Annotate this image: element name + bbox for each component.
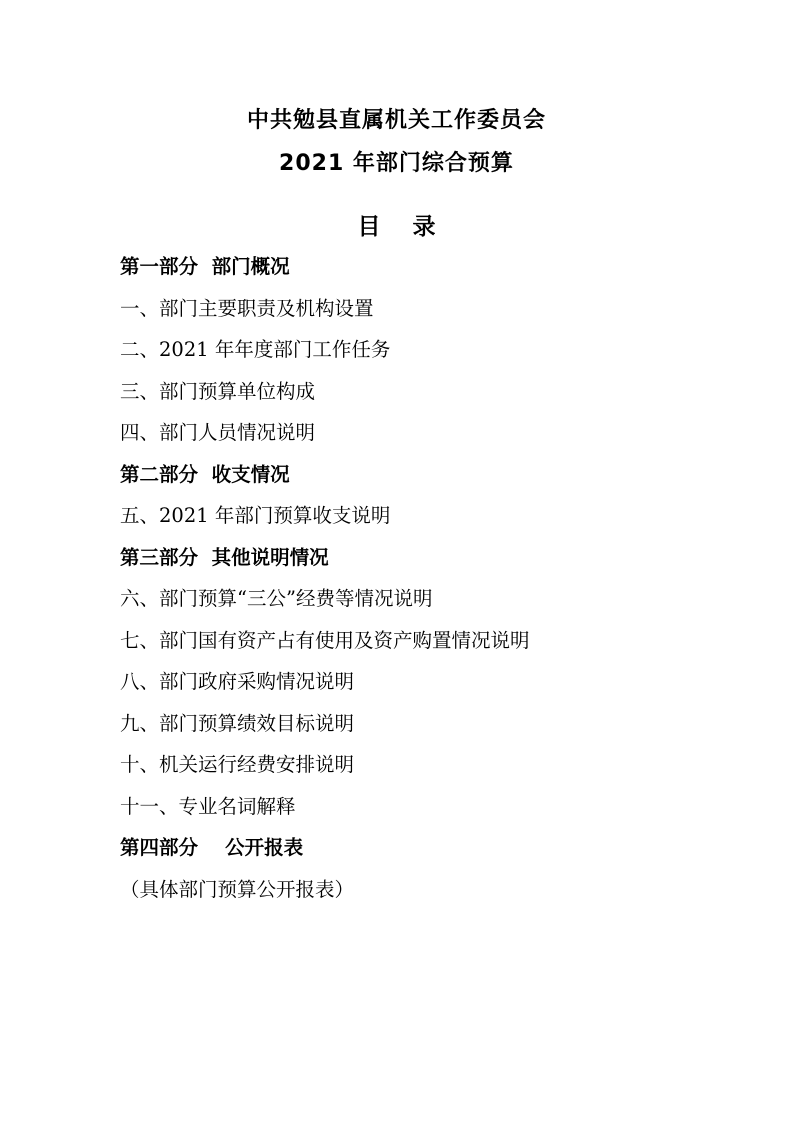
toc-heading: 目 录 <box>357 214 436 240</box>
toc-item: 一、部门主要职责及机构设置 <box>120 296 374 320</box>
toc-part-4: 第四部分 公开报表 <box>120 836 304 859</box>
document-title: 中共勉县直属机关工作委员会 <box>246 108 546 133</box>
toc-item: （具体部门预算公开报表） <box>120 877 355 901</box>
toc-part-3: 第三部分 其他说明情况 <box>120 545 329 569</box>
toc-item: 六、部门预算“三公”经费等情况说明 <box>120 587 433 610</box>
toc-part-2: 第二部分 收支情况 <box>120 462 290 486</box>
toc-item: 三、部门预算单位构成 <box>120 379 316 403</box>
toc-item: 四、部门人员情况说明 <box>120 421 316 444</box>
toc-item: 八、部门政府采购情况说明 <box>120 670 355 693</box>
toc-item: 五、2021 年部门预算收支说明 <box>120 504 391 527</box>
toc-item: 十、机关运行经费安排说明 <box>120 753 355 776</box>
toc-item: 七、部门国有资产占有使用及资产购置情况说明 <box>120 628 530 652</box>
toc-item: 二、2021 年年度部门工作任务 <box>120 338 391 361</box>
document-subtitle: 2021 年部门综合预算 <box>279 151 514 176</box>
table-of-contents <box>120 246 760 910</box>
toc-item: 十一、专业名词解释 <box>120 794 296 818</box>
toc-item: 九、部门预算绩效目标说明 <box>120 711 355 735</box>
toc-part-1: 第一部分 部门概况 <box>120 255 290 278</box>
